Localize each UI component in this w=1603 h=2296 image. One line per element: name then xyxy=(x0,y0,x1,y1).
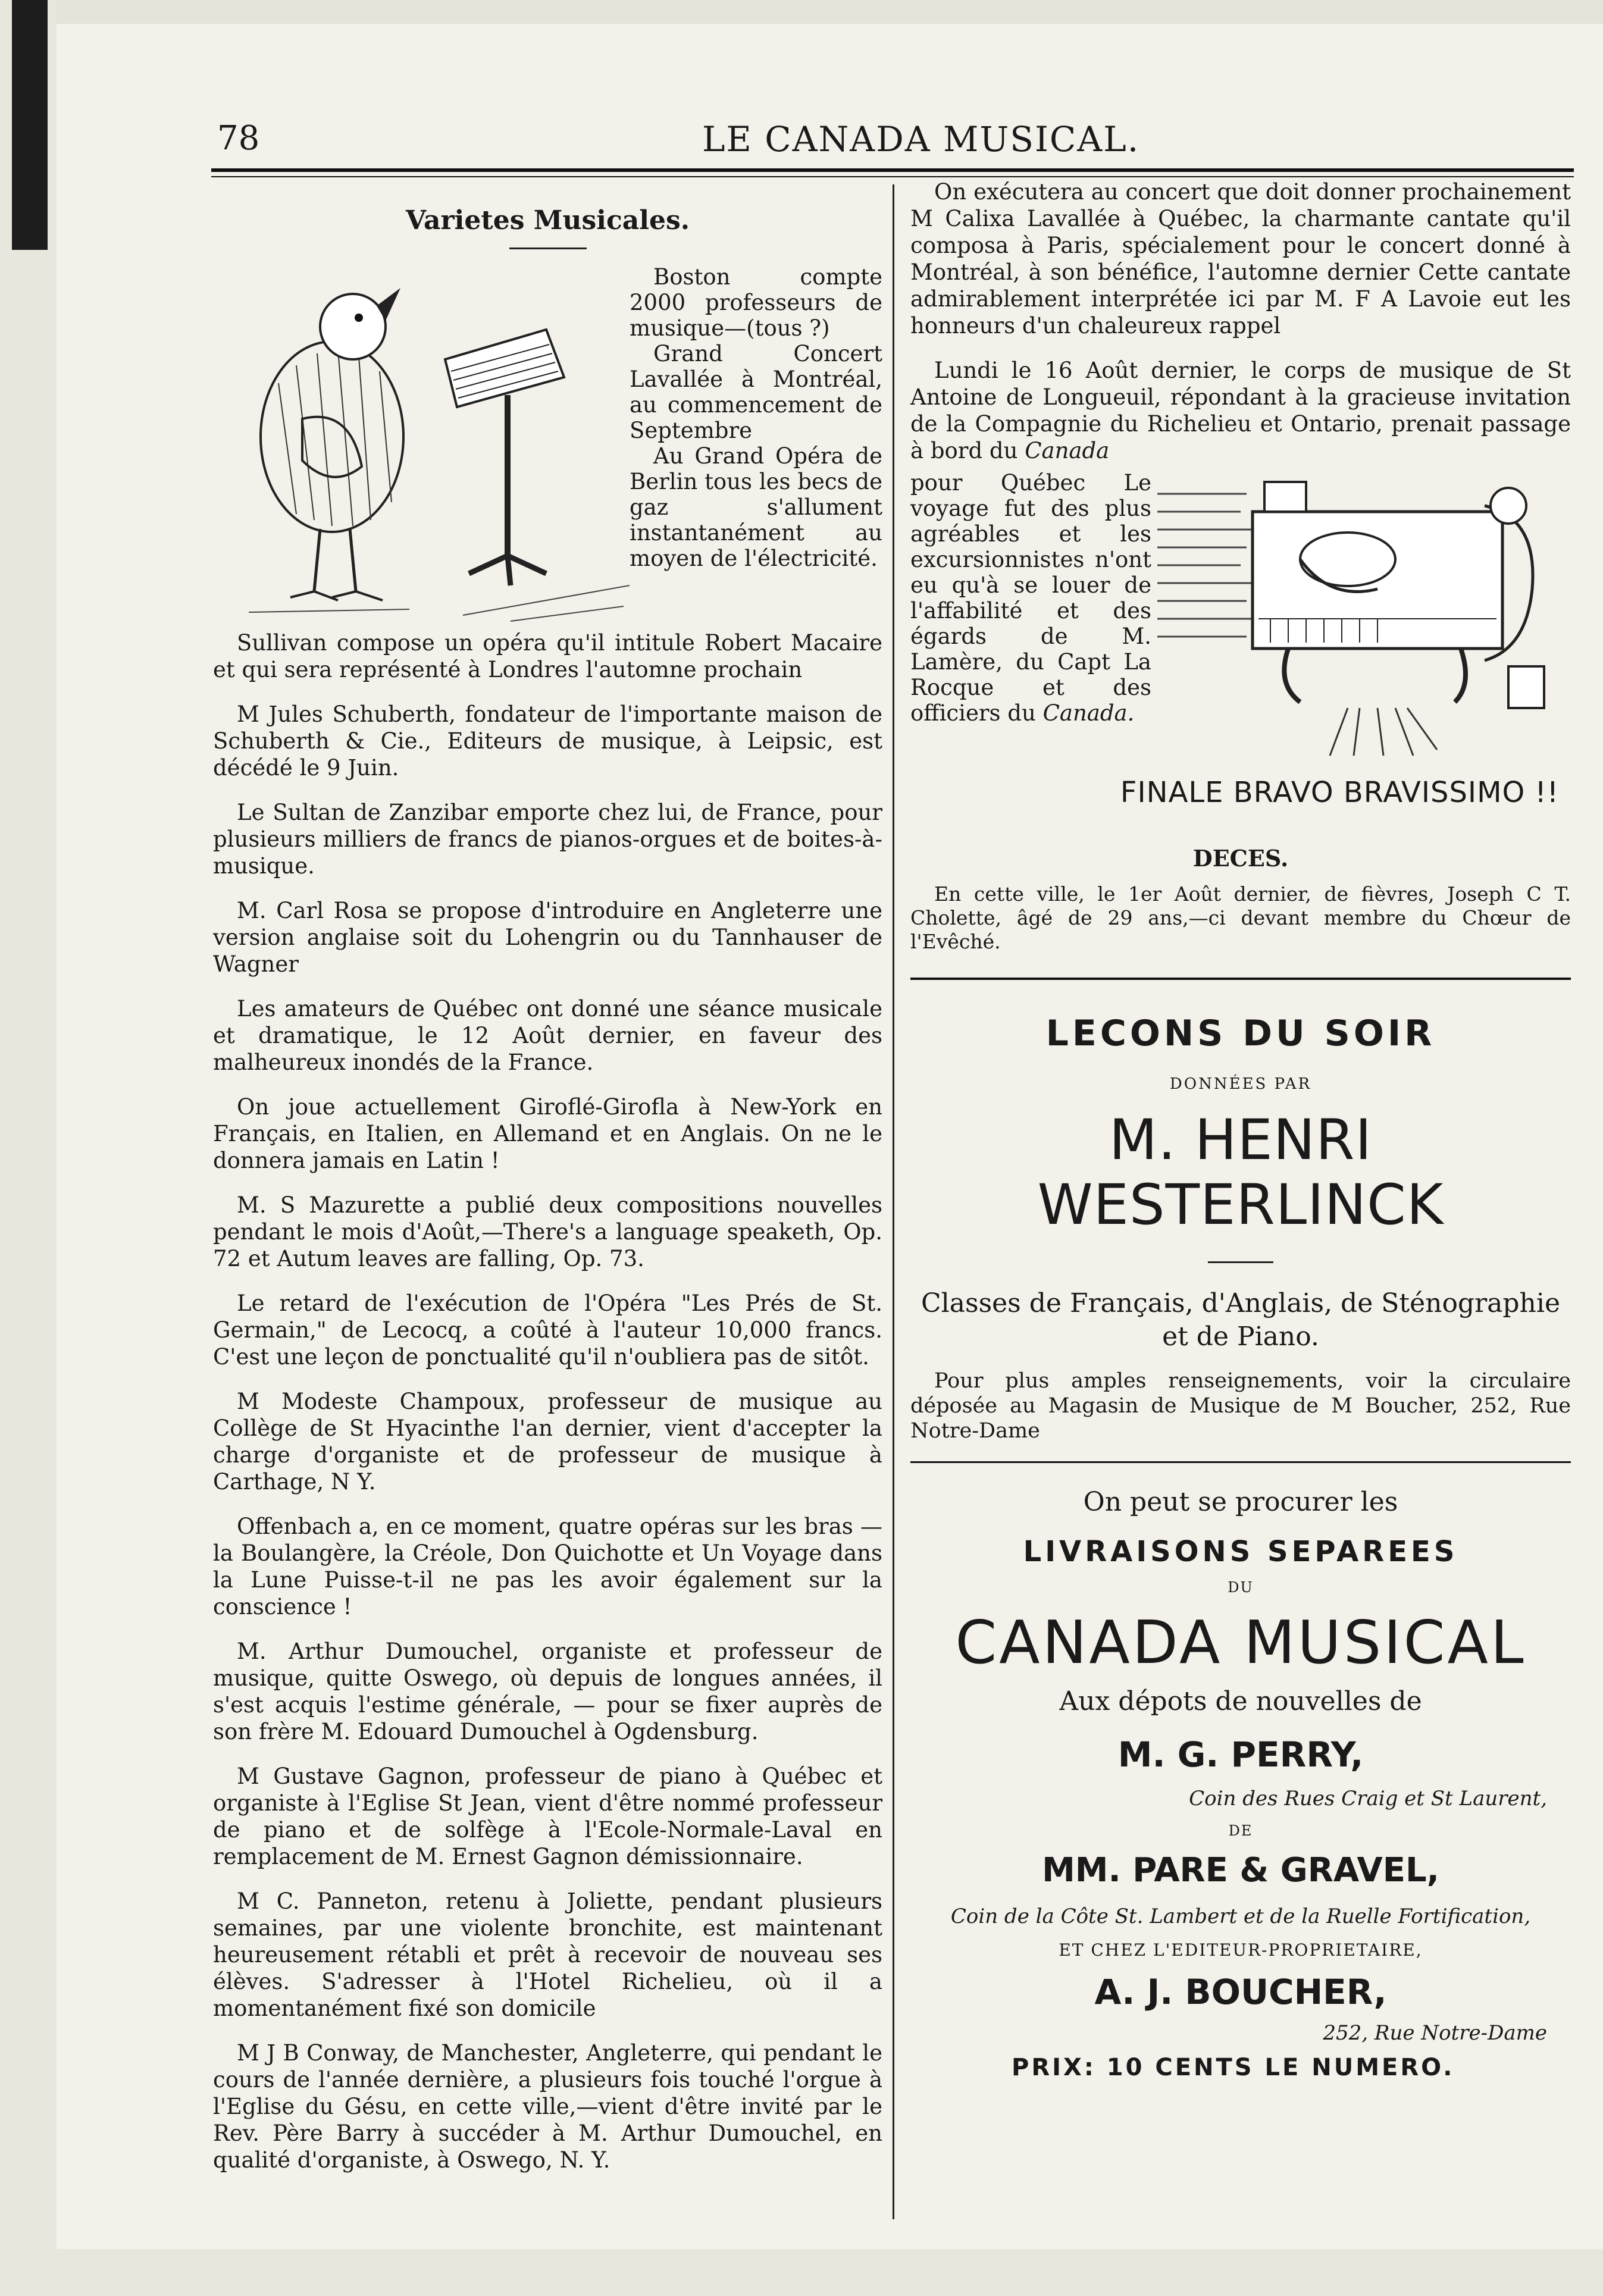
bird-music-stand-icon xyxy=(213,264,630,627)
item-champoux: M Modeste Champoux, professeur de musique au Collège de St Hyacinthe l'an dernier, vient d'accepter la charge d'organiste et de professeur de musique à Carthage, N Y. xyxy=(213,1389,882,1495)
ad2-prix: PRIX: 10 CENTS LE NUMERO. xyxy=(1012,2054,1455,2081)
ad2-pare-gravel: MM. PARE & GRAVEL, xyxy=(1042,1851,1439,1890)
item-girofle: On joue actuellement Giroflé-Girofla à New-York en Français, en Italien, en Allemand et en Anglais. On ne le donnera jamais en Latin ! xyxy=(213,1094,882,1173)
item-mazurette: M. S Mazurette a publié deux compositions nouvelles pendant le mois d'Août,—There's a language speaketh, Op. 72 et Autum leaves are falling, Op. 73. xyxy=(213,1192,882,1271)
page-edge-bottom xyxy=(0,2249,1603,2296)
page-edge-top xyxy=(0,0,1603,24)
deces-notice: En cette ville, le 1er Août dernier, de fièvres, Joseph C T. Cholette, âgé de 29 ans,—ci devant membre du Chœur de l'Evêché. xyxy=(910,882,1571,953)
title-rule xyxy=(509,248,587,249)
ship-name: Canada xyxy=(1025,438,1110,463)
ad-info: Pour plus amples renseignements, voir la circulaire déposée au Magasin de Musique de M Boucher, 252, Rue Notre-Dame xyxy=(910,1369,1571,1443)
ad2-aux-depots: Aux dépots de nouvelles de xyxy=(1059,1686,1422,1716)
ad2-canada-musical: CANADA MUSICAL xyxy=(955,1608,1526,1677)
ad2-intro: On peut se procurer les xyxy=(1083,1487,1398,1517)
page-header xyxy=(211,113,1574,161)
ad2-livraisons: LIVRAISONS SEPAREES xyxy=(1023,1535,1458,1568)
binding-strip xyxy=(12,0,48,250)
header-rule-thin xyxy=(211,176,1574,177)
item-panneton: M C. Panneton, retenu à Joliette, pendant plusieurs semaines, par une violente bronchite, est maintenant heureusement rétabli et prêt à recevoir de nouveau ses élèves. S'adresser à l'Hotel Richelieu, où il a momentanément fixé son domicile xyxy=(213,1888,882,2021)
illustration-row xyxy=(213,264,882,629)
bird-illustration xyxy=(213,264,630,629)
left-column xyxy=(213,196,882,2191)
brief-berlin: Au Grand Opéra de Berlin tous les becs de gaz s'allument instantanément au moyen de l'électricité. xyxy=(630,443,882,571)
right-column xyxy=(910,178,1571,2081)
ad2-perry: M. G. PERRY, xyxy=(1117,1734,1364,1775)
ad2-perry-address: Coin des Rues Craig et St Laurent, xyxy=(1189,1787,1547,1811)
item-conway: M J B Conway, de Manchester, Angleterre, qui pendant le cours de l'année dernière, a plusieurs fois touché l'orgue à l'Eglise du Gésu, en cette ville,—vient d'être invité par le Rev. Père Barry à succéder à M. Arthur Dumouchel, en qualité d'organiste, à Oswego, N. Y. xyxy=(213,2040,882,2173)
item-dumouchel: M. Arthur Dumouchel, organiste et professeur de musique, quitte Oswego, où depuis de longues années, il s'est acquis l'estime générale, — pour se fixer auprès de son frère M. Edouard Dumouchel à Ogdensburg. xyxy=(213,1639,882,1744)
ad-lecons-heading: LECONS DU SOIR xyxy=(1045,1013,1436,1054)
item-longueuil xyxy=(910,357,1571,464)
piano-player-icon xyxy=(1151,470,1562,779)
item-quebec-amateurs: Les amateurs de Québec ont donné une séance musicale et dramatique, le 12 Août dernier, en faveur des malheureux inondés de la France. xyxy=(213,996,882,1075)
journal-title: LE CANADA MUSICAL. xyxy=(702,119,1140,159)
item-zanzibar: Le Sultan de Zanzibar emporte chez lui, de France, pour plusieurs milliers de francs de pianos-orgues et de boites-à-musique. xyxy=(213,800,882,879)
ad-rule xyxy=(1208,1261,1273,1263)
ad2-chez: ET CHEZ L'EDITEUR-PROPRIETAIRE, xyxy=(1059,1940,1423,1960)
brief-concert: Grand Concert Lavallée à Montréal, au commencement de Septembre xyxy=(630,341,882,443)
ad2-de: DE xyxy=(1228,1822,1253,1839)
item-sullivan: Sullivan compose un opéra qu'il intitule Robert Macaire et qui sera représenté à Londres l'automne prochain xyxy=(213,630,882,682)
item-offenbach: Offenbach a, en ce moment, quatre opéras sur les bras — la Boulangère, la Créole, Don Quichotte et Un Voyage dans la Lune Puisse-t-il ne pas les avoir également sur la conscience ! xyxy=(213,1514,882,1620)
piano-row xyxy=(910,470,1571,782)
ad-classes: Classes de Français, d'Anglais, de Sténographie et de Piano. xyxy=(921,1288,1560,1352)
voyage-body: pour Québec Le voyage fut des plus agréables et les excursionnistes n'ont eu qu'à se louer de l'affabilité et des égards de M. Lamère, du Capt La Rocque et des officiers du xyxy=(910,470,1151,726)
finale-caption: FINALE BRAVO BRAVISSIMO !! xyxy=(1120,776,1559,809)
item-lavallee-cantate: On exécutera au concert que doit donner prochainement M Calixa Lavallée à Québec, la charmante cantate qu'il composa à Paris, spécialement pour le concert donné à Montréal, à son bénéfice, l'automne dernier Cette cantate admirablement interprétée ici par M. F A Lavoie eut les honneurs d'un chaleureux rappel xyxy=(910,179,1571,339)
item-gagnon: M Gustave Gagnon, professeur de piano à Québec et organiste à l'Eglise St Jean, vient d'être nommé professeur de piano et de solfège à l'Ecole-Normale-Laval en remplacement de M. Ernest Gagnon démissionnaire. xyxy=(213,1763,882,1869)
ship-name-2: Canada. xyxy=(1042,700,1135,726)
ad2-boucher: A. J. BOUCHER, xyxy=(1094,1972,1387,2012)
longueuil-text: Lundi le 16 Août dernier, le corps de musique de St Antoine de Longueuil, répondant à la gracieuse invitation de la Compagnie du Richelieu et Ontario, prenait passage à bord du xyxy=(910,358,1571,463)
deces-title: DECES. xyxy=(1192,845,1289,872)
item-carl-rosa: M. Carl Rosa se propose d'introduire en Angleterre une version anglaise soit du Lohengrin ou du Tannhauser de Wagner xyxy=(213,898,882,977)
section-rule xyxy=(910,978,1571,980)
item-schuberth: M Jules Schuberth, fondateur de l'importante maison de Schuberth & Cie., Editeurs de musique, à Leipsic, est décédé le 9 Juin. xyxy=(213,701,882,781)
header-rule-thick xyxy=(211,168,1574,172)
ad-separator xyxy=(910,1461,1571,1463)
item-lecocq: Le retard de l'exécution de l'Opéra "Les Prés de St. Germain," de Lecocq, a coûté à l'auteur 10,000 francs. C'est une leçon de ponctualité qu'il n'oubliera pas de sitôt. xyxy=(213,1290,882,1370)
ad2-du: DU xyxy=(1228,1579,1254,1596)
piano-illustration xyxy=(1151,470,1571,782)
brief-boston: Boston compte 2000 professeurs de musique—(tous ?) xyxy=(630,264,882,341)
voyage-text xyxy=(910,470,1151,726)
ad-teacher-name: M. HENRI WESTERLINCK xyxy=(1037,1108,1444,1238)
ad2-pare-address: Coin de la Côte St. Lambert et de la Ruelle Fortification, xyxy=(950,1905,1531,1928)
page-number: 78 xyxy=(217,119,260,158)
section-title: Varietes Musicales. xyxy=(405,205,690,236)
illustration-caption xyxy=(630,264,882,571)
ad2-boucher-address: 252, Rue Notre-Dame xyxy=(1323,2021,1547,2045)
piano-caption xyxy=(910,470,1151,726)
ad-donnees: DONNÉES PAR xyxy=(1169,1075,1312,1093)
page-edge-left xyxy=(0,0,57,2296)
column-divider xyxy=(893,184,894,2219)
